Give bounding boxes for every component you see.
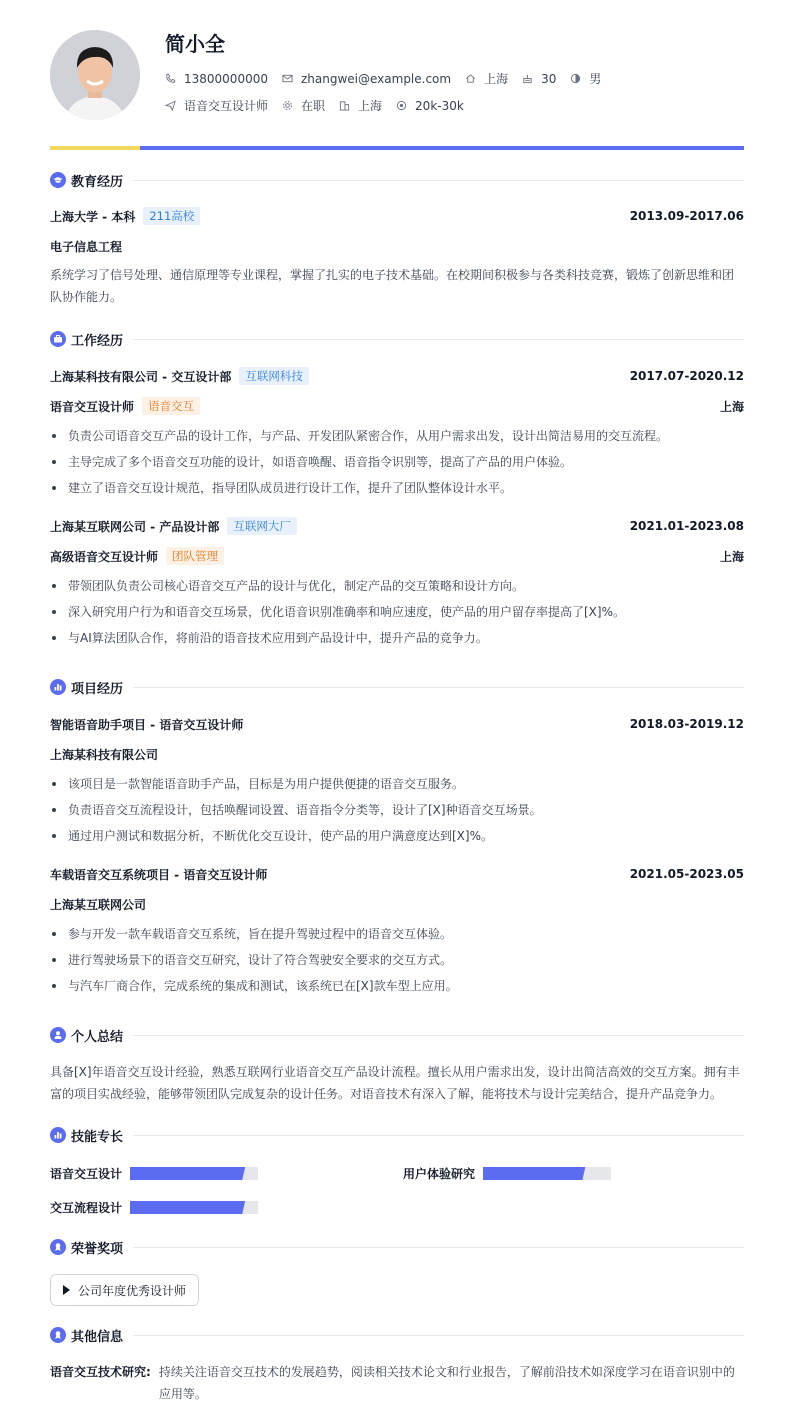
section-skills [50, 1125, 744, 1145]
building-icon [339, 100, 350, 111]
section-title: 其他信息 [71, 1329, 124, 1345]
job-intent-row [165, 97, 478, 114]
work-header [50, 516, 744, 536]
role-tag: 团队管理 [166, 547, 224, 565]
send-icon [165, 100, 176, 111]
company-tag: 互联网科技 [239, 367, 309, 385]
award-icon [50, 1327, 66, 1343]
bar-chart-icon [50, 1127, 66, 1143]
phone-text: 13800000000 [184, 71, 268, 86]
gender-item [570, 70, 601, 87]
section-summary [50, 1025, 744, 1045]
list-item: 负责语音交互流程设计，包括唤醒词设置、语音指令分类等，设计了[X]种语音交互场景。 [50, 797, 744, 823]
list-item: 参与开发一款车载语音交互系统，旨在提升驾驶过程中的语音交互体验。 [50, 921, 744, 947]
header-divider [50, 146, 744, 150]
mail-icon [282, 73, 293, 84]
briefcase-icon [50, 331, 66, 347]
school-tag: 211高校 [143, 207, 200, 225]
skill-bar [483, 1167, 611, 1180]
position-item [165, 97, 268, 114]
graduation-cap-icon [50, 172, 66, 188]
status-item [282, 97, 325, 114]
gear-icon [282, 100, 293, 111]
work-date: 2021.01-2023.08 [629, 519, 744, 533]
city-item [339, 97, 382, 114]
other-info-value: 持续关注语音交互技术的发展趋势，阅读相关技术论文和行业报告，了解前沿技术如深度学习在语音识别中的应用等。 [158, 1365, 735, 1401]
list-item: 与AI算法团队合作，将前沿的语音技术应用到产品设计中，提升产品的竞争力。 [50, 625, 744, 651]
section-other [50, 1325, 744, 1345]
project-title: 车载语音交互系统项目 - 语音交互设计师 [50, 867, 268, 882]
role-title: 高级语音交互设计师 [50, 549, 159, 564]
list-item: 负责公司语音交互产品的设计工作，与产品、开发团队紧密合作，从用户需求出发，设计出简洁易用的交互流程。 [50, 423, 744, 449]
location-item [465, 70, 508, 87]
company-name: 上海某科技有限公司 - 交互设计部 [50, 369, 232, 384]
company-tag: 互联网大厂 [227, 517, 297, 535]
section-projects [50, 677, 744, 697]
candidate-name: 简小全 [165, 32, 225, 56]
skill-bar-fill [130, 1201, 245, 1214]
project-title: 智能语音助手项目 - 语音交互设计师 [50, 717, 244, 732]
age-item [522, 72, 556, 86]
major-row [50, 236, 744, 256]
section-education [50, 170, 744, 190]
list-item: 建立了语音交互设计规范，指导团队成员进行设计工作，提升了团队整体设计水平。 [50, 475, 744, 501]
work-location: 上海 [719, 549, 744, 564]
project-company-row [50, 744, 744, 764]
gender-text: 男 [589, 72, 602, 86]
other-info-key: 语音交互技术研究: [50, 1365, 151, 1379]
phone-icon [165, 73, 176, 84]
gender-icon [570, 73, 581, 84]
education-date: 2013.09-2017.06 [629, 209, 744, 223]
coin-icon [396, 100, 407, 111]
list-item: 该项目是一款智能语音助手产品，目标是为用户提供便捷的语音交互服务。 [50, 771, 744, 797]
project-company: 上海某科技有限公司 [50, 747, 159, 762]
role-tag: 语音交互 [142, 397, 200, 415]
avatar [50, 30, 140, 120]
play-icon [63, 1285, 70, 1295]
cake-icon [522, 73, 533, 84]
major: 电子信息工程 [50, 239, 123, 254]
role-row [50, 546, 744, 566]
skill-item [50, 1165, 258, 1182]
award-item [50, 1274, 199, 1306]
award-icon [50, 1239, 66, 1255]
section-honors [50, 1237, 744, 1257]
section-work [50, 329, 744, 349]
project-bullets [50, 921, 744, 999]
section-title: 教育经历 [71, 174, 124, 190]
city-text: 上海 [358, 99, 383, 113]
project-date: 2021.05-2023.05 [629, 867, 744, 881]
skill-item [403, 1165, 611, 1182]
skill-name: 用户体验研究 [403, 1167, 476, 1181]
skill-name: 交互流程设计 [50, 1201, 123, 1215]
role-title: 语音交互设计师 [50, 399, 135, 414]
education-description: 系统学习了信号处理、通信原理等专业课程，掌握了扎实的电子技术基础。在校期间积极参与各类科技竞赛，锻炼了创新思维和团队协作能力。 [50, 268, 735, 304]
home-icon [465, 73, 476, 84]
project-company-row [50, 894, 744, 914]
project-date: 2018.03-2019.12 [629, 717, 744, 731]
project-bullets [50, 771, 744, 849]
section-title: 工作经历 [71, 333, 124, 349]
skill-name: 语音交互设计 [50, 1167, 123, 1181]
list-item: 进行驾驶场景下的语音交互研究，设计了符合驾驶安全要求的交互方式。 [50, 947, 744, 973]
school-name: 上海大学 - 本科 [50, 209, 136, 224]
list-item: 主导完成了多个语音交互功能的设计，如语音唤醒、语音指令识别等，提高了产品的用户体验。 [50, 449, 744, 475]
salary-text: 20k-30k [415, 98, 464, 113]
section-title: 个人总结 [71, 1029, 124, 1045]
skill-bar-fill [483, 1167, 585, 1180]
email-item [282, 72, 451, 86]
project-company: 上海某互联网公司 [50, 897, 147, 912]
work-bullets [50, 573, 744, 651]
list-item: 深入研究用户行为和语音交互场景，优化语音识别准确率和响应速度，使产品的用户留存率提高了[X]%。 [50, 599, 744, 625]
section-title: 荣誉奖项 [71, 1241, 124, 1257]
age-text: 30 [541, 71, 557, 86]
work-location: 上海 [719, 399, 744, 414]
status-text: 在职 [301, 99, 326, 113]
position-text: 语音交互设计师 [184, 99, 269, 113]
company-name: 上海某互联网公司 - 产品设计部 [50, 519, 220, 534]
skill-item [50, 1199, 258, 1216]
list-item: 与汽车厂商合作，完成系统的集成和测试，该系统已在[X]款车型上应用。 [50, 973, 744, 999]
work-date: 2017.07-2020.12 [629, 369, 744, 383]
award-name: 公司年度优秀设计师 [78, 1283, 187, 1298]
education-header [50, 206, 744, 226]
project-header [50, 864, 744, 884]
work-header [50, 366, 744, 386]
role-row [50, 396, 744, 416]
list-item: 带领团队负责公司核心语音交互产品的设计与优化，制定产品的交互策略和设计方向。 [50, 573, 744, 599]
list-item: 通过用户测试和数据分析，不断优化交互设计，使产品的用户满意度达到[X]%。 [50, 823, 744, 849]
summary-text: 具备[X]年语音交互设计经验，熟悉互联网行业语音交互产品设计流程。擅长从用户需求出发，设计出简洁高效的交互方案。拥有丰富的项目实战经验，能够带领团队完成复杂的设计任务。对语音技术有深入了解，能将技术与设计完美结合，提升产品竞争力。 [50, 1065, 740, 1101]
contact-row [165, 70, 615, 87]
work-bullets [50, 423, 744, 501]
email-text: zhangwei@example.com [300, 71, 452, 86]
skill-bar [130, 1167, 258, 1180]
user-icon [50, 1027, 66, 1043]
bar-chart-icon [50, 679, 66, 695]
phone-item [165, 72, 268, 86]
location-text: 上海 [484, 72, 509, 86]
skill-bar-fill [130, 1167, 245, 1180]
skill-bar [130, 1201, 258, 1214]
section-title: 项目经历 [71, 681, 124, 697]
salary-item [396, 99, 464, 113]
project-header [50, 714, 744, 734]
section-title: 技能专长 [71, 1129, 124, 1145]
other-info-item [50, 1361, 744, 1405]
